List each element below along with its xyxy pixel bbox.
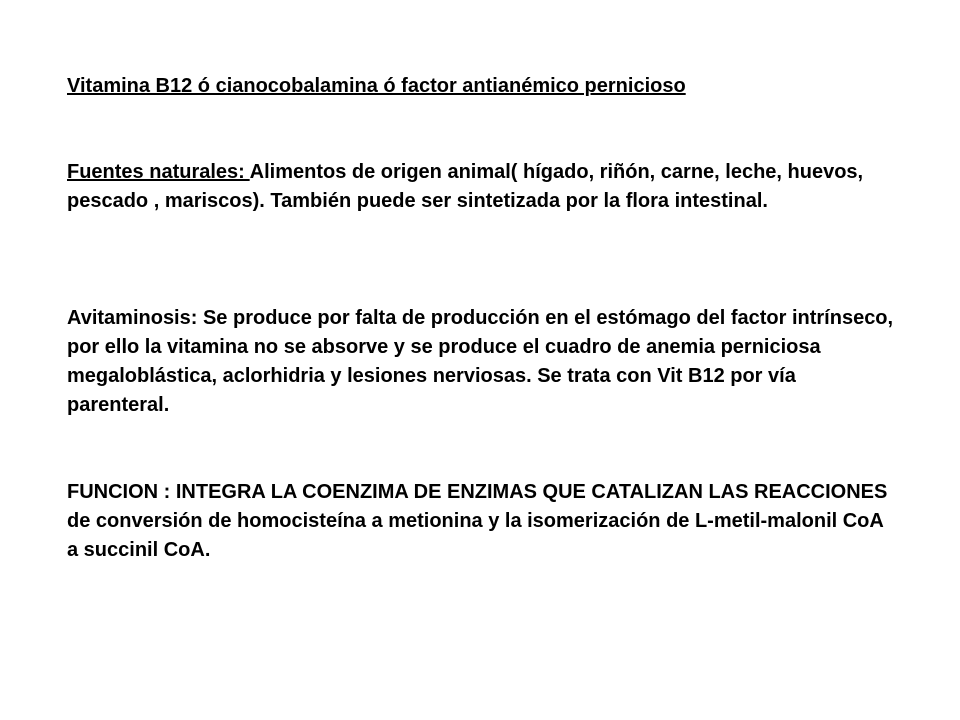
- slide-title-text: Vitamina B12 ó cianocobalamina ó factor antianémico pernicioso: [67, 75, 686, 97]
- avitaminosis-paragraph: [67, 304, 897, 420]
- function-text: FUNCION : INTEGRA LA COENZIMA DE ENZIMAS QUE CATALIZAN LAS REACCIONES de conversión de homocisteína a metionina y la isomerización de L-metil-malonil CoA a succinil CoA.: [67, 481, 888, 561]
- natural-sources-label: Fuentes naturales:: [67, 161, 250, 183]
- avitaminosis-text: Avitaminosis: Se produce por falta de producción en el estómago del factor intrínseco, por ello la vitamina no se absorve y se produce el cuadro de anemia perniciosa megaloblástica, aclorhidria y lesiones nerviosas. Se trata con Vit B12 por vía parenteral.: [67, 307, 894, 416]
- function-paragraph: [67, 478, 897, 565]
- slide-title: [67, 72, 897, 101]
- natural-sources-text: Alimentos de origen animal( hígado, riñón, carne, leche, huevos, pescado , mariscos). También puede ser sintetizada por la flora intestinal.: [67, 161, 864, 212]
- natural-sources-paragraph: [67, 158, 897, 216]
